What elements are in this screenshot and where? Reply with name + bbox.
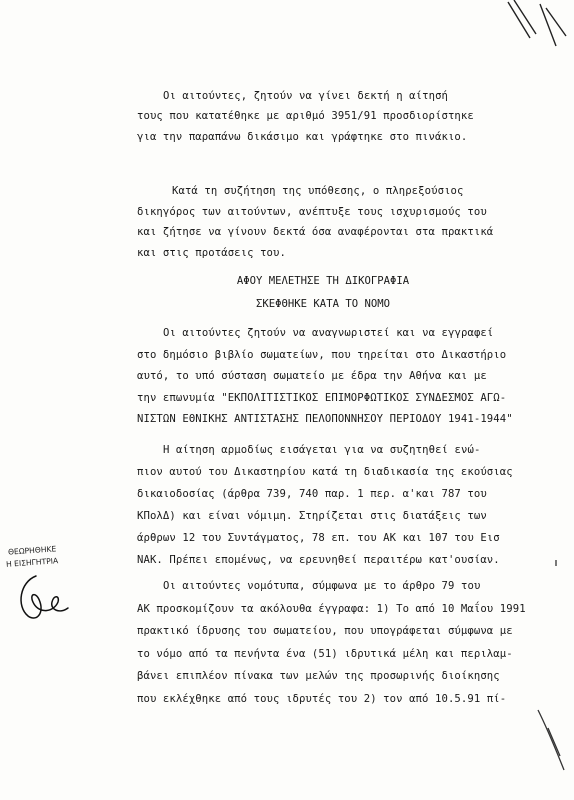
corner-stamp-mark — [500, 0, 574, 50]
paragraph-3-line-1: Οι αιτούντες ζητούν να αναγνωριστεί και να εγγραφεί — [163, 327, 494, 339]
paragraph-1-line-2: τους που κατατέθηκε με αριθμό 3951/91 προσδιορίστηκε — [137, 110, 474, 122]
paragraph-4-line-1: Η αίτηση αρμοδίως εισάγεται για να συζητηθεί ενώ- — [163, 444, 481, 456]
margin-note-line-2: Η ΕΙΣΗΓΗΤΡΙΑ — [5, 556, 59, 569]
paragraph-2-line-3: και ζήτησε να γίνουν δεκτά όσα αναφέρονται στα πρακτικά — [137, 226, 494, 238]
section-heading-2: ΣΚΕΦΘΗΚΕ ΚΑΤΑ ΤΟ ΝΟΜΟ — [256, 298, 390, 310]
paragraph-5-line-2: ΑΚ προσκομίζουν τα ακόλουθα έγγραφα: 1) Το από 10 Μαΐου 1991 — [137, 603, 526, 615]
paragraph-5-line-3: πρακτικό ίδρυσης του σωματείου, που υπογράφεται σύμφωνα με — [137, 625, 513, 637]
paragraph-4-line-3: δικαιοδοσίας (άρθρα 739, 740 παρ. 1 περ. α'και 787 του — [137, 488, 487, 500]
section-heading-1: ΑΦΟΥ ΜΕΛΕΤΗΣΕ ΤΗ ΔΙΚΟΓΡΑΦΙΑ — [236, 275, 410, 287]
paragraph-2-line-1: Κατά τη συζήτηση της υπόθεσης, ο πληρεξούσιος — [172, 185, 464, 197]
paragraph-5-line-1: Οι αιτούντες νομότυπα, σύμφωνα με το άρθρο 79 του — [163, 580, 481, 592]
paragraph-3-line-4: την επωνυμία "ΕΚΠΟΛΙΤΙΣΤΙΚΟΣ ΕΠΙΜΟΡΦΩΤΙΚΟΣ ΣΥΝΔΕΣΜΟΣ ΑΓΩ- — [137, 392, 507, 404]
paragraph-4-line-2: πιον αυτού του Δικαστηρίου κατά τη διαδικασία της εκούσιας — [137, 466, 513, 478]
paragraph-2-line-4: και στις προτάσεις του. — [137, 247, 286, 259]
signature-mark — [14, 572, 70, 624]
paragraph-1-line-3: για την παραπάνω δικάσιμο και γράφτηκε στο πινάκιο. — [137, 131, 468, 143]
paragraph-5-line-6: που εκλέχθηκε από τους ιδρυτές του 2) τον από 10.5.91 πί- — [137, 693, 507, 705]
right-edge-mark — [508, 560, 568, 800]
paragraph-3-line-2: στο δημόσιο βιβλίο σωματείων, που τηρείται στο Δικαστήριο — [137, 349, 507, 361]
paragraph-5-line-4: το νόμο από τα πενήντα ένα (51) ιδρυτικά μέλη και περιλαμ- — [137, 648, 513, 660]
paragraph-2-line-2: δικηγόρος των αιτούντων, ανέπτυξε τους ισχυρισμούς του — [137, 206, 487, 218]
paragraph-4-line-5: άρθρων 12 του Συντάγματος, 78 επ. του ΑΚ και 107 του Εισ — [137, 532, 500, 544]
paragraph-3-line-3: αυτό, το υπό σύσταση σωματείο με έδρα την Αθήνα και με — [137, 370, 487, 382]
paragraph-1-line-1: Οι αιτούντες, ζητούν να γίνει δεκτή η αίτησή — [163, 90, 449, 102]
paragraph-3-line-5: ΝΙΣΤΩΝ ΕΘΝΙΚΗΣ ΑΝΤΙΣΤΑΣΗΣ ΠΕΛΟΠΟΝΝΗΣΟΥ ΠΕΡΙΟΔΟΥ 1941-1944" — [137, 413, 513, 425]
paragraph-5-line-5: βάνει επιπλέον πίνακα των μελών της προσωρινής διοίκησης — [137, 670, 500, 682]
paragraph-4-line-6: ΝΑΚ. Πρέπει επομένως, να ερευνηθεί περαιτέρω κατ'ουσίαν. — [137, 554, 500, 566]
margin-note-line-1: ΘΕΩΡΗΘΗΚΕ — [7, 544, 57, 557]
paragraph-4-line-4: ΚΠολΔ) και είναι νόμιμη. Στηρίζεται στις διατάξεις των — [137, 510, 487, 522]
